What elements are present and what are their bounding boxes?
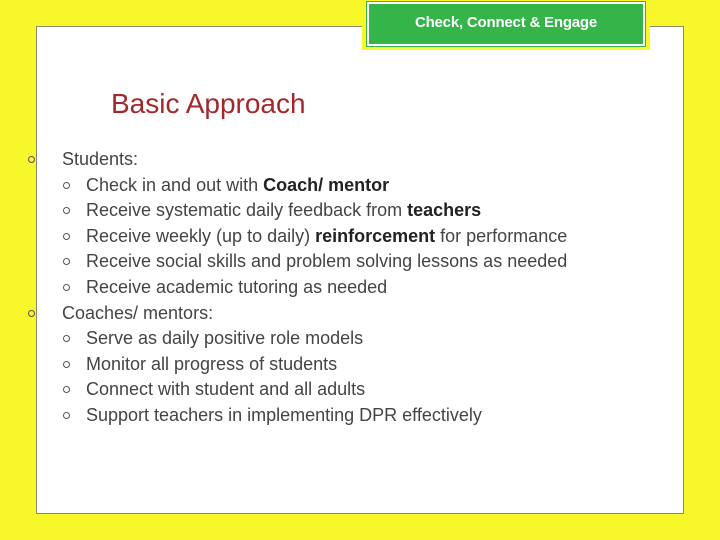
list-item	[0, 326, 720, 352]
list-item-text: Receive weekly (up to daily) reinforcement for performance	[86, 225, 568, 246]
circle-bullet-icon	[63, 207, 70, 214]
list-item	[0, 198, 720, 224]
list-item-text: Monitor all progress of students	[86, 353, 338, 374]
students-heading: Students:	[62, 149, 139, 169]
list-item-text: Receive systematic daily feedback from teachers	[86, 200, 482, 221]
list-item-text: Serve as daily positive role models	[86, 328, 364, 349]
list-item	[0, 275, 720, 301]
circle-bullet-icon	[63, 386, 70, 393]
list-item	[0, 249, 720, 275]
bullet-list	[0, 147, 720, 429]
list-item-text: Receive academic tutoring as needed	[86, 276, 388, 297]
circle-bullet-icon	[63, 361, 70, 368]
circle-bullet-icon	[63, 335, 70, 342]
list-item-coaches	[0, 301, 720, 327]
list-item-text: Check in and out with Coach/ mentor	[86, 174, 390, 195]
circle-bullet-icon	[28, 310, 35, 317]
circle-bullet-icon	[28, 156, 35, 163]
list-item	[0, 173, 720, 199]
slide-title: Basic Approach	[111, 88, 306, 119]
header-tab	[362, 0, 650, 50]
list-item	[0, 377, 720, 403]
circle-bullet-icon	[63, 182, 70, 189]
list-item-text: Connect with student and all adults	[86, 379, 366, 400]
list-item-text: Support teachers in implementing DPR effectively	[86, 404, 482, 425]
list-item-students	[0, 147, 720, 173]
list-item	[0, 224, 720, 250]
header-tab-label: Check, Connect & Engage	[367, 2, 645, 46]
list-item	[0, 403, 720, 429]
coaches-heading: Coaches/ mentors:	[62, 302, 214, 323]
list-item	[0, 352, 720, 378]
circle-bullet-icon	[63, 258, 70, 265]
circle-bullet-icon	[63, 233, 70, 240]
list-item-text: Receive social skills and problem solving lessons as needed	[86, 251, 568, 272]
circle-bullet-icon	[63, 412, 70, 419]
circle-bullet-icon	[63, 284, 70, 291]
